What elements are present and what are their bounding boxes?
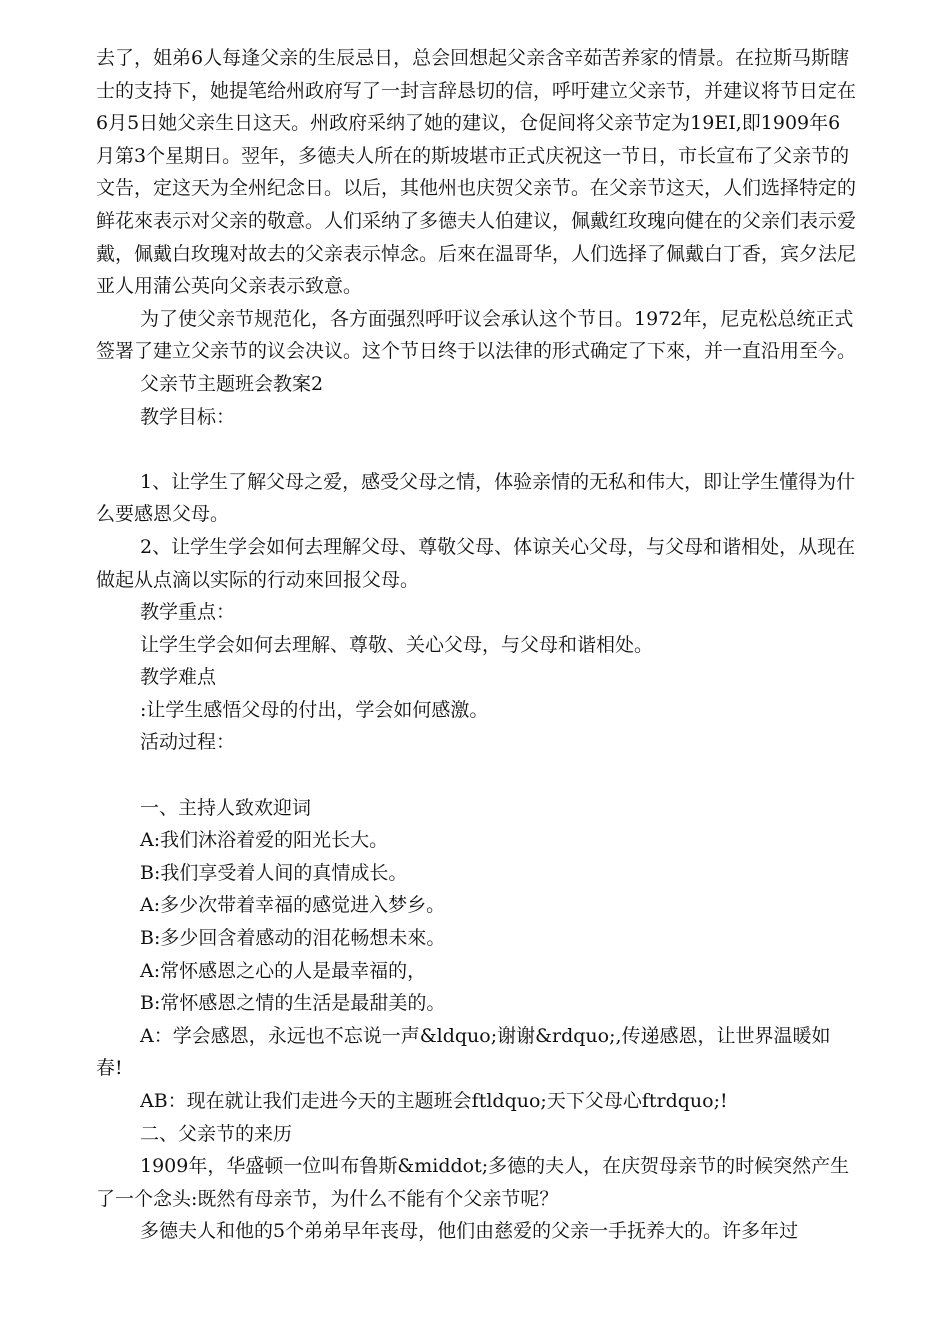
paragraph-p4: 教学目标： <box>140 405 236 428</box>
paragraph-p15: A:多少次带着幸福的感觉进入梦乡。 <box>140 894 446 917</box>
paragraph-p23: 多德夫人和他的5个弟弟早年丧母，他们由慈爱的父亲一手抚养大的。许多年过 <box>140 1220 799 1243</box>
paragraph-p20: AB：现在就让我们走进今天的主题班会ftldquo;天下父母心ftrdquo;! <box>140 1090 728 1112</box>
paragraph-p12: 一、主持人致欢迎词 <box>140 796 312 819</box>
paragraph-p18: B:常怀感恩之情的生活是最甜美的。 <box>140 992 446 1015</box>
paragraph-p19: A：学会感恩，永远也不忘说一声&ldquo;谢谢&rdquo;,传递感恩，让世界温暖如春! <box>96 1024 831 1080</box>
blank-line <box>96 759 856 792</box>
paragraph-p3: 父亲节主题班会教案2 <box>140 372 324 395</box>
blank-line <box>96 433 856 466</box>
paragraph-p14: B:我们享受着人间的真情成长。 <box>140 861 408 884</box>
paragraph-p22: 1909年，华盛顿一位叫布鲁斯&middot;多德的夫人，在庆贺母亲节的时候突然产生了一个念头:既然有母亲节，为什么不能有个父亲节呢？ <box>96 1155 850 1210</box>
paragraph-p17: A:常怀感恩之心的人是最幸福的， <box>140 959 427 982</box>
paragraph-p10: :让学生感悟父母的付出，学会如何感激。 <box>140 698 489 721</box>
paragraph-p1: 去了，姐弟6人每逢父亲的生辰忌日，总会回想起父亲含辛茹苦养家的情景。在拉斯马斯瞎士的支持下，她提笔给州政府写了一封言辞恳切的信，呼吁建立父亲节，并建议将节日定在6月5日她父亲生日这天。州政府采纳了她的建议，仓促间将父亲节定为19EI,即1909年6月第3个星期日。翌年，多德夫人所在的斯坡堪市正式庆祝这一节日，市长宣布了父亲节的文告，定这天为全州纪念日。以后，其他州也庆贺父亲节。在父亲节这天，人们选择特定的鲜花來表示对父亲的敬意。人们采纳了多德夫人伯建议，佩戴红玫瑰向健在的父亲们表示爱戴，佩戴白玫瑰对故去的父亲表示悼念。后來在温哥华，人们选择了佩戴白丁香，宾夕法尼亚人用蒲公英向父亲表示致意。 <box>96 47 857 298</box>
document-body <box>96 42 856 1248</box>
paragraph-p16: B:多少回含着感动的泪花畅想未來。 <box>140 927 446 950</box>
paragraph-p9: 教学难点 <box>140 666 217 689</box>
paragraph-p8: 让学生学会如何去理解、尊敬、关心父母，与父母和谐相处。 <box>140 633 654 656</box>
paragraph-p5: 1、让学生了解父母之爱，感受父母之情，体验亲情的无私和伟大，即让学生懂得为什么要感恩父母。 <box>96 470 856 526</box>
paragraph-p13: A:我们沐浴着爱的阳光长大。 <box>140 829 389 852</box>
paragraph-p7: 教学重点： <box>140 601 236 624</box>
paragraph-p21: 二、父亲节的来历 <box>140 1122 293 1145</box>
paragraph-p6: 2、让学生学会如何去理解父母、尊敬父母、体谅关心父母，与父母和谐相处，从现在做起从点滴以实际的行动來回报父母。 <box>96 535 856 591</box>
paragraph-p2: 为了使父亲节规范化，各方面强烈呼吁议会承认这个节日。1972年，尼克松总统正式签署了建立父亲节的议会决议。这个节日终于以法律的形式确定了下來，并一直沿用至今。 <box>96 307 857 363</box>
paragraph-p11: 活动过程： <box>140 731 236 754</box>
